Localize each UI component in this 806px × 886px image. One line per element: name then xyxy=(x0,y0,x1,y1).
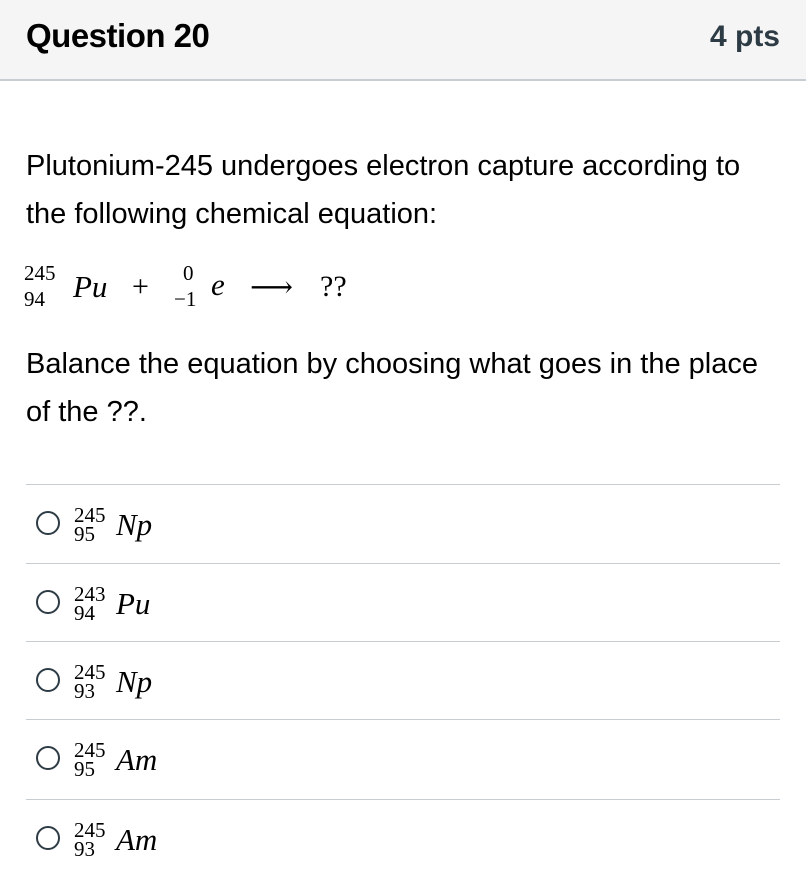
element-symbol: Am xyxy=(116,822,158,857)
atomic-number: 95 xyxy=(74,757,95,781)
element-symbol: Np xyxy=(116,664,153,699)
atomic-number: 94 xyxy=(24,287,45,311)
unknown-product: ?? xyxy=(320,270,347,303)
answer-option[interactable] xyxy=(26,642,780,720)
atomic-number: 95 xyxy=(74,522,95,546)
atomic-number: 94 xyxy=(74,601,95,625)
element-symbol: Pu xyxy=(73,269,108,304)
plus-sign: + xyxy=(132,270,149,303)
radio-button[interactable] xyxy=(36,668,60,692)
question-points: 4 pts xyxy=(709,20,780,53)
mass-number: 243 xyxy=(74,582,106,606)
equation-reactant-electron xyxy=(174,258,234,318)
atomic-number: 93 xyxy=(74,837,95,861)
answer-option[interactable] xyxy=(26,800,780,878)
answer-option-label[interactable] xyxy=(74,499,274,549)
mass-number: 245 xyxy=(74,660,106,684)
atomic-number: −1 xyxy=(174,287,197,311)
radio-button[interactable] xyxy=(36,746,60,770)
mass-number: 245 xyxy=(24,261,56,285)
element-symbol: e xyxy=(211,267,225,302)
question-title: Question 20 xyxy=(26,17,210,54)
question-header xyxy=(0,0,806,81)
mass-number: 245 xyxy=(74,738,106,762)
element-symbol: Pu xyxy=(116,586,151,621)
element-symbol: Np xyxy=(116,507,153,542)
equation-reactant-plutonium xyxy=(24,258,114,318)
answer-option[interactable] xyxy=(26,720,780,798)
question-text-intro: Plutonium-245 undergoes electron capture according to the following chemical equation: xyxy=(26,150,741,230)
radio-button[interactable] xyxy=(36,590,60,614)
answer-option-label[interactable] xyxy=(74,656,274,706)
answer-option[interactable] xyxy=(26,564,780,642)
reaction-arrow: ⟶ xyxy=(250,271,294,304)
answer-option[interactable] xyxy=(26,485,780,563)
answer-option-label[interactable] xyxy=(74,814,274,864)
answer-option-label[interactable] xyxy=(74,734,274,784)
mass-number: 245 xyxy=(74,503,106,527)
mass-number: 245 xyxy=(74,818,106,842)
element-symbol: Am xyxy=(116,742,158,777)
radio-button[interactable] xyxy=(36,511,60,535)
answer-option-label[interactable] xyxy=(74,578,274,628)
atomic-number: 93 xyxy=(74,679,95,703)
question-text-instruction: Balance the equation by choosing what goes in the place of the ??. xyxy=(26,348,758,428)
mass-number: 0 xyxy=(183,261,194,285)
radio-button[interactable] xyxy=(36,826,60,850)
